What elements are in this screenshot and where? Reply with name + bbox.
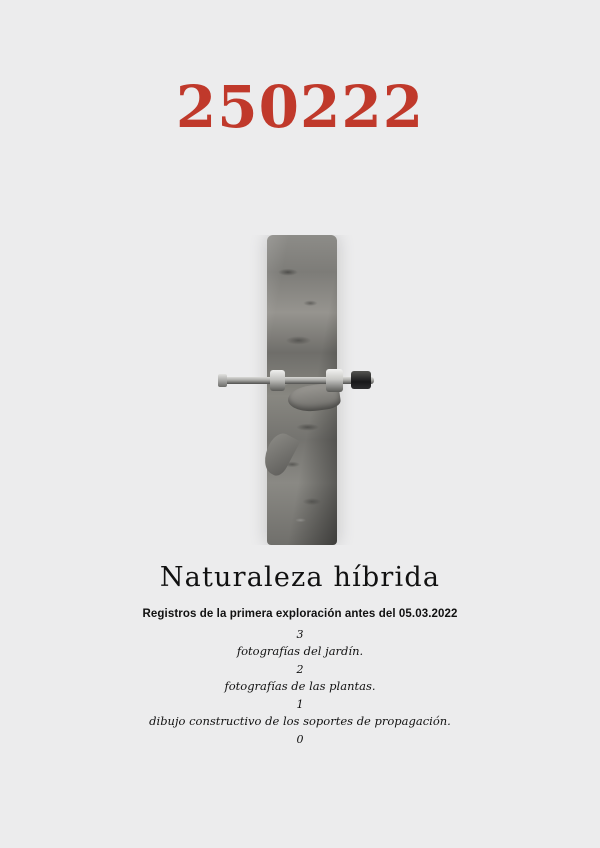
index-item [0,661,600,696]
index-item [0,731,600,748]
bolt-cap-right-shape [351,371,371,389]
poster-number-title: 250222 [175,73,425,141]
index-item-number: 0 [296,732,304,746]
bolt-cap-left-shape [218,374,227,387]
index-item-label: fotografías de las plantas. [224,678,376,693]
index-item-label: fotografías del jardín. [236,644,364,659]
work-title: Naturaleza híbrida [159,562,441,593]
index-item [0,696,600,731]
index-item [0,626,600,661]
metal-bolt-assembly [218,374,374,386]
branch-with-bolt-photograph [212,235,388,545]
branch-stub-shape [258,429,301,478]
bolt-nut-right-shape [326,369,343,392]
index-list [0,626,600,748]
index-item-number: 3 [296,628,304,641]
index-item-label: dibujo constructivo de los soportes de propagación. [149,713,451,728]
bolt-nut-left-shape [270,370,285,391]
index-item-number: 1 [296,697,304,711]
poster-subtitle: Registros de la primera exploración antes del 05.03.2022 [142,608,458,620]
index-item-number: 2 [296,662,304,676]
